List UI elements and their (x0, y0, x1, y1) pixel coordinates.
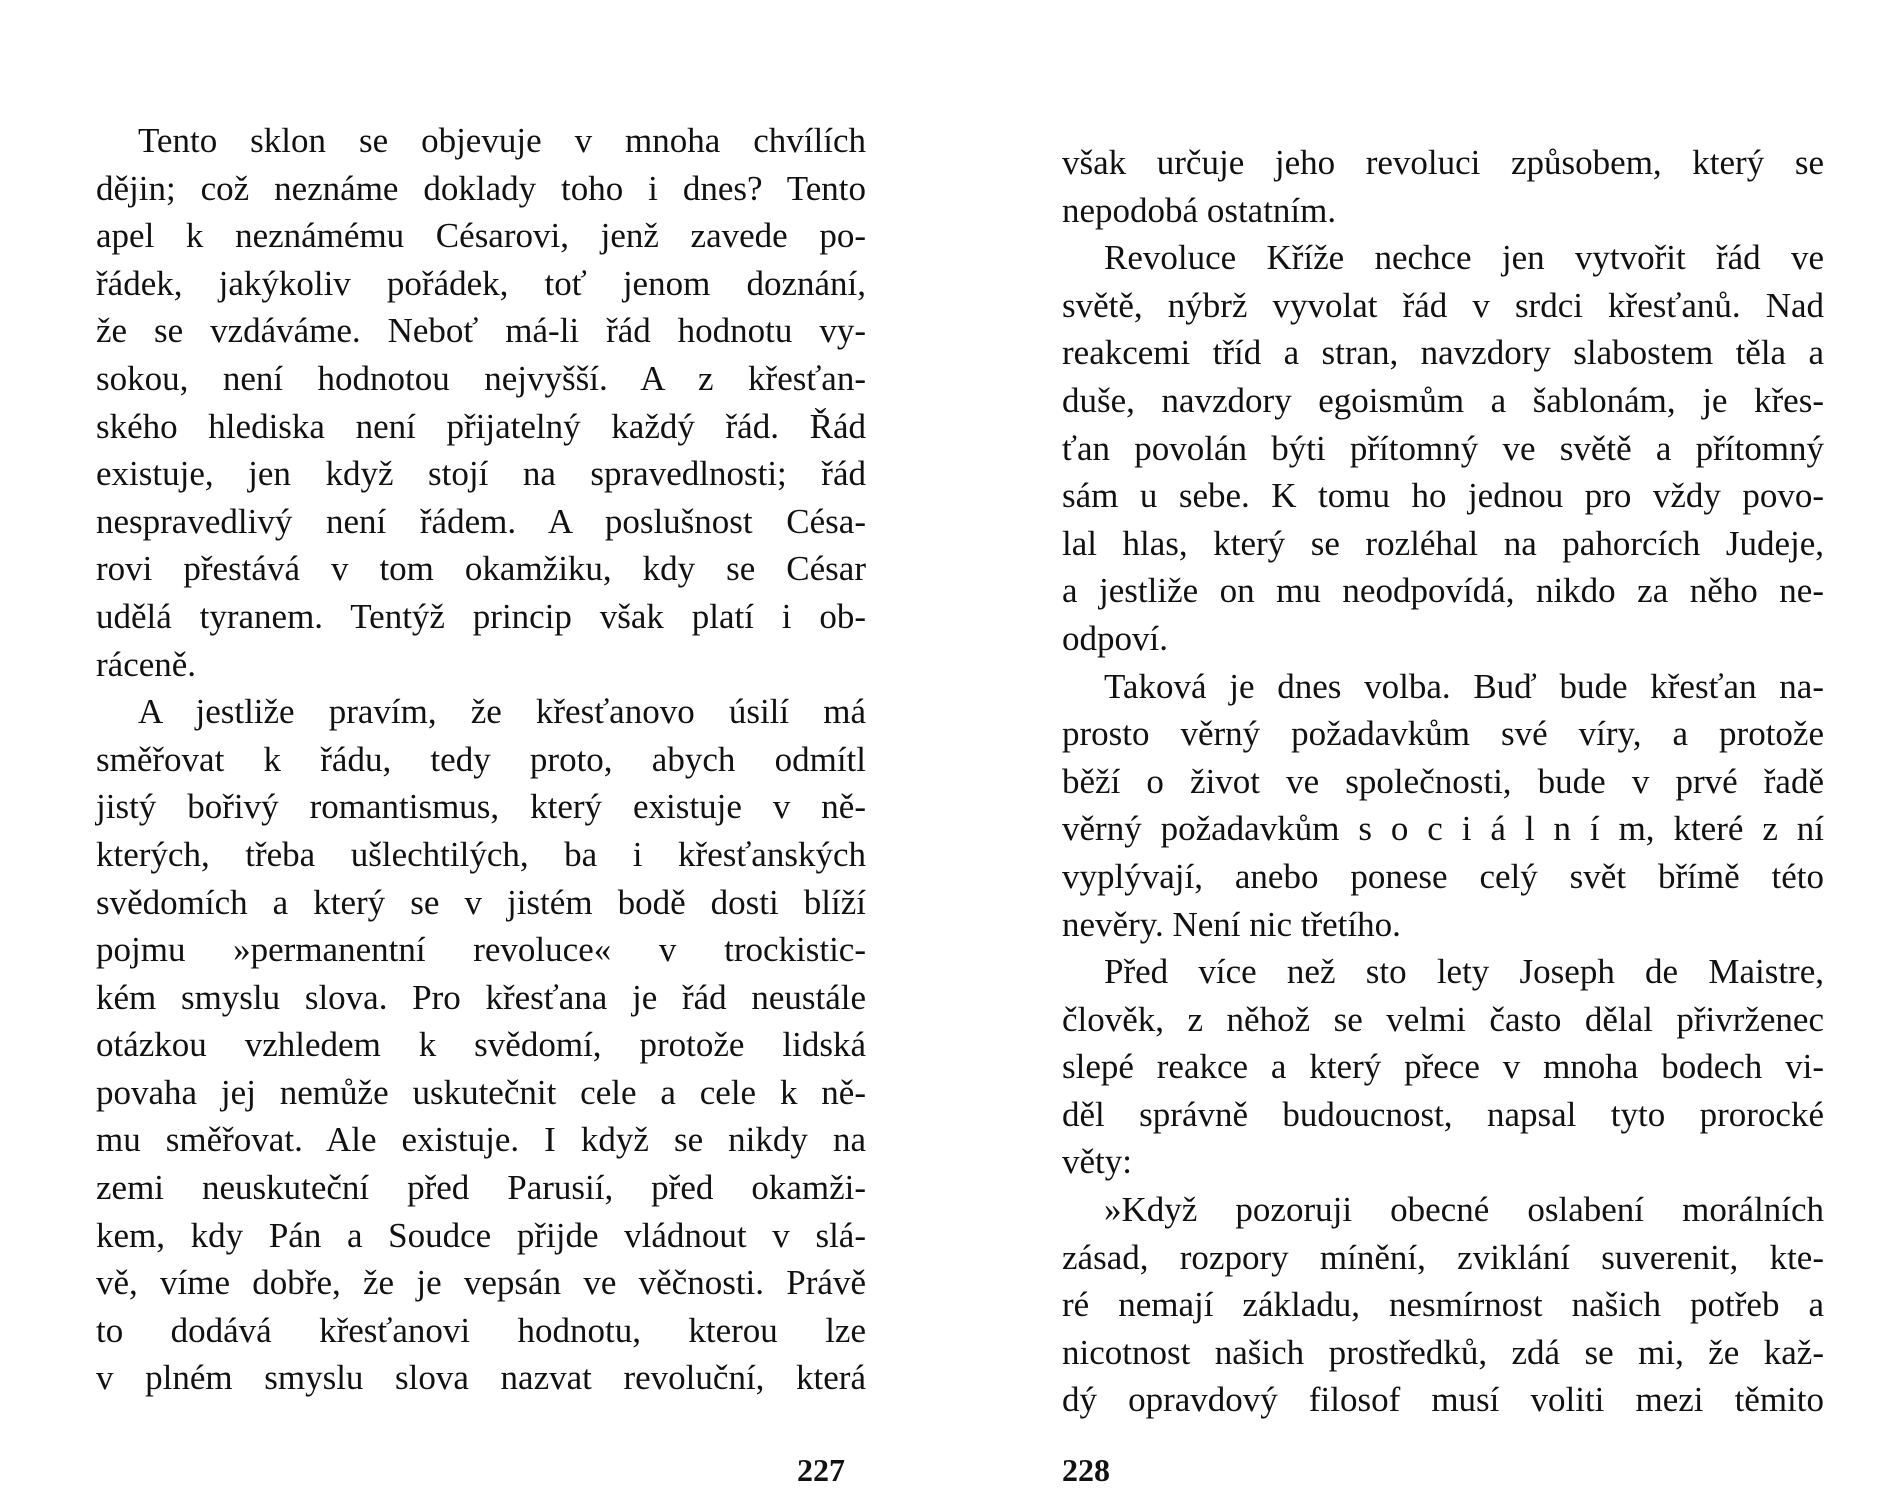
text-line: ráceně. (96, 644, 197, 684)
text-line: zásad, rozpory mínění, zviklání suverenit, kte- (1062, 1237, 1824, 1277)
text-line: otázkou vzhledem k svědomí, protože lidská (96, 1025, 866, 1065)
text-line: a jestliže on mu neodpovídá, nikdo za něho ne- (1062, 571, 1824, 611)
text-line: sokou, není hodnotou nejvyšší. A z křesťan- (96, 358, 866, 398)
text-line: dějin; což neznáme doklady toho i dnes? Tento (96, 168, 866, 208)
text-line: mu směřovat. Ale existuje. I když se nikdy na (96, 1120, 866, 1160)
paragraph (1062, 663, 1824, 949)
text-line: lal hlas, který se rozléhal na pahorcích Judeje, (1062, 523, 1824, 563)
text-line: nepodobá ostatním. (1062, 190, 1337, 230)
text-line: to dodává křesťanovi hodnotu, kterou lze (96, 1310, 866, 1350)
text-line: svědomích a který se v jistém bodě dosti blíží (96, 882, 866, 922)
text-line: sám u sebe. K tomu ho jednou pro vždy povo- (1062, 476, 1824, 516)
paragraph (1062, 139, 1824, 234)
right-page-text (1062, 139, 1824, 1424)
paragraph (1062, 1186, 1824, 1424)
text-line: dý opravdový filosof musí voliti mezi těmito (1062, 1380, 1824, 1420)
text-line: děl správně budoucnost, napsal tyto prorocké (1062, 1094, 1824, 1134)
text-line: vyplývají, anebo ponese celý svět břímě této (1062, 856, 1824, 896)
text-line: kem, kdy Pán a Soudce přijde vládnout v slá- (96, 1215, 866, 1255)
text-line: povaha jej nemůže uskutečnit cele a cele k ně- (96, 1072, 866, 1112)
text-line: Před více než sto lety Joseph de Maistre, (1104, 952, 1824, 992)
text-line: kterých, třeba ušlechtilých, ba i křesťanských (96, 834, 866, 874)
text-line: Taková je dnes volba. Buď bude křesťan na- (1104, 666, 1824, 706)
text-line: nespravedlivý není řádem. A poslušnost Césa- (96, 501, 866, 541)
text-line: člověk, z něhož se velmi často dělal přivrženec (1062, 999, 1824, 1039)
text-line: vě, víme dobře, že je vepsán ve věčnosti. Právě (96, 1263, 866, 1303)
paragraph (1062, 234, 1824, 662)
text-line: Tento sklon se objevuje v mnoha chvílích (138, 121, 866, 160)
text-line: světě, nýbrž vyvolat řád v srdci křesťanů. Nad (1062, 285, 1824, 325)
text-line: slepé reakce a který přece v mnoha bodech vi- (1062, 1047, 1824, 1087)
text-line: existuje, jen když stojí na spravedlnosti; řád (96, 454, 866, 494)
text-line: udělá tyranem. Tentýž princip však platí i ob- (96, 596, 866, 636)
text-line: ré nemají základu, nesmírnost našich potřeb a (1062, 1285, 1824, 1325)
text-line: kém smyslu slova. Pro křesťana je řád neustále (96, 977, 866, 1017)
text-line: reakcemi tříd a stran, navzdory slabostem těla a (1062, 333, 1824, 373)
text-line: nevěry. Není nic třetího. (1062, 904, 1401, 944)
text-line: duše, navzdory egoismům a šablonám, je křes- (1062, 380, 1824, 420)
text-line: prosto věrný požadavkům své víry, a protože (1062, 714, 1824, 754)
text-line: věrný požadavkům s o c i á l n í m, které z ní (1062, 809, 1824, 849)
paragraph (96, 688, 866, 1402)
paragraph (96, 117, 866, 688)
page-number-right: 228 (1062, 1452, 1110, 1488)
text-line: řádek, jakýkoliv pořádek, toť jenom doznání, (96, 263, 866, 303)
text-line: ťan povolán býti přítomný ve světě a přítomný (1062, 428, 1824, 468)
left-page-text (96, 117, 866, 1402)
text-line: odpoví. (1062, 618, 1168, 658)
text-line: A jestliže pravím, že křesťanovo úsilí má (138, 692, 866, 732)
text-line: směřovat k řádu, tedy proto, abych odmítl (96, 739, 866, 779)
text-line: »Když pozoruji obecné oslabení morálních (1104, 1190, 1824, 1230)
text-line: ského hlediska není přijatelný každý řád. Řád (96, 406, 866, 446)
text-line: v plném smyslu slova nazvat revoluční, která (96, 1358, 866, 1398)
text-line: apel k neznámému Césarovi, jenž zavede po- (96, 216, 866, 256)
text-line: věty: (1062, 1142, 1132, 1182)
paragraph (1062, 948, 1824, 1186)
text-line: rovi přestává v tom okamžiku, kdy se César (96, 549, 866, 589)
text-line: že se vzdáváme. Neboť má-li řád hodnotu vy- (96, 311, 866, 351)
text-line: nicotnost našich prostředků, zdá se mi, že kaž- (1062, 1332, 1824, 1372)
text-line: zemi neuskuteční před Parusií, před okamži- (96, 1168, 866, 1208)
page-number-left: 227 (797, 1452, 845, 1488)
text-line: však určuje jeho revoluci způsobem, který se (1062, 143, 1824, 182)
text-line: běží o život ve společnosti, bude v prvé řadě (1062, 761, 1824, 801)
text-line: pojmu »permanentní revoluce« v trockistic- (96, 930, 866, 970)
text-line: Revoluce Kříže nechce jen vytvořit řád ve (1104, 238, 1824, 278)
text-line: jistý bořivý romantismus, který existuje v ně- (96, 787, 866, 827)
